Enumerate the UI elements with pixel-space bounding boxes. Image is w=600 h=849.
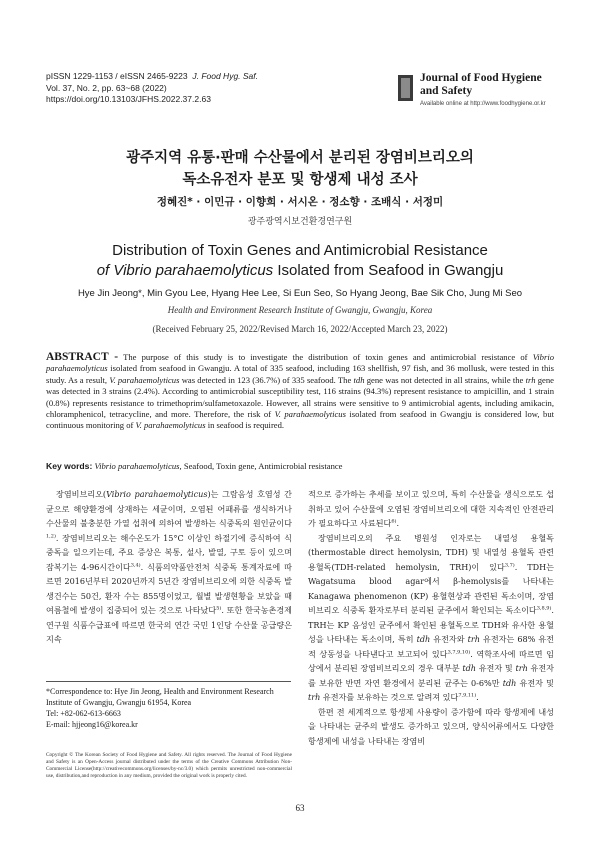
body-text: 유전자를 보유한 반면 자연 환경에서 분리된 균주는 0-6%만 bbox=[308, 663, 554, 688]
volume-info: Vol. 37, No. 2, pp. 63~68 (2022) bbox=[46, 82, 167, 93]
correspondence-email[interactable]: E-mail: hjjeong16@korea.kr bbox=[46, 720, 138, 729]
citation: 3,4) bbox=[130, 561, 141, 568]
abstract-heading: ABSTRACT - bbox=[46, 351, 119, 363]
abstract-italic: Vibrio parahaemolyticus bbox=[46, 352, 555, 374]
korean-title bbox=[0, 147, 600, 191]
body-text: 장염비브리오( bbox=[56, 489, 107, 499]
body-text: . bbox=[476, 692, 479, 702]
abstract-italic: V. parahaemolyticus bbox=[135, 420, 206, 431]
body-paragraph bbox=[308, 487, 554, 531]
body-paragraph bbox=[308, 531, 554, 705]
body-column-right bbox=[308, 487, 554, 748]
journal-emblem-icon bbox=[398, 75, 413, 101]
doi-link[interactable]: https://doi.org/10.13103/JFHS.2022.37.2.63 bbox=[46, 94, 211, 104]
abstract-text: gene was not detected in all strains, while the bbox=[364, 374, 526, 385]
abstract-italic: V. parahaemolyticus bbox=[274, 409, 346, 420]
abstract-text: gene was detected in 3 strains (2.4%). According to antimicrobial susceptibility test, 116 strains (94.3%) represent resistance to ampicillin, and 1 strain (0.8%) represents resistance to trimethoprim/sulfametoxazole. However, all strains were sensitive to 9 antimicrobial agents, including amikacin, chloramphenicol, tetracycline, and more. Therefore, the risk of bbox=[46, 374, 554, 420]
abstract-text: The purpose of this study is to investigate the distribution of toxin genes and antimicrobial resistance of bbox=[118, 352, 533, 362]
body-paragraph: 한편 전 세계적으로 항생제 사용량이 증가함에 따라 항생제에 내성을 나타내는 균주의 발생도 증가하고 있으며, 양식어류에서도 다양한 항생제에 내성을 나타내는 장염비 bbox=[308, 706, 554, 746]
gene-name: tdh bbox=[502, 677, 517, 688]
page-number: 63 bbox=[295, 803, 305, 813]
english-authors: Hye Jin Jeong*, Min Gyou Lee, Hyang Hee Lee, Si Eun Seo, So Hyang Jeong, Bae Sik Cho, Jung Mi Seo bbox=[77, 288, 523, 299]
keywords-label: Key words: bbox=[46, 461, 93, 471]
body-text: 유전자 및 bbox=[476, 663, 516, 673]
title-rest: Isolated from Seafood in Gwangju bbox=[273, 262, 504, 279]
keyword-italic: Vibrio parahaemolyticus bbox=[92, 461, 180, 471]
body-text: . 식품의약품안전처 식중독 통계자료에 따르면 2016년부터 2020년까지 5년간 장염비브리오에 의한 식중독 발생건수는 50건, 환자 수는 855명이었고, 월별 발생현황을 보았을 때 여름철에 발생이 집중되어 있는 것으로 나타났다 bbox=[46, 561, 293, 615]
citation: 1,2) bbox=[46, 532, 56, 539]
journal-abbreviation: J. Food Hyg. Saf. bbox=[192, 71, 259, 81]
gene-name: trh bbox=[515, 663, 528, 673]
gene-name: trh bbox=[467, 634, 480, 644]
body-column-left bbox=[46, 487, 292, 647]
korean-affiliation: 광주광역시보건환경연구원 bbox=[247, 217, 353, 227]
body-text: . TRH는 KP 음성인 균주에서 확인된 용혈독으로 TDH와 유사한 용혈성을 나타내는 독소이며, 특히 bbox=[308, 605, 554, 644]
abstract-text: isolated from seafood in Gwangju. A total of 335 seafood, including 163 shellfish, 97 fish, and 36 mollusk, were tested in this study. As a result, bbox=[46, 363, 554, 385]
copyright-notice: Copyright © The Korean Society of Food Hygiene and Safety. All rights reserved. The Journal of Food Hygiene and Safety is an Open-Access journal distributed under the terms of the Creative Commons Attribution Non-Commercial License(http://creativecommons.org/licenses/by-nc/3.0) which permits unrestricted non-commercial use, distribution,and reproduction in any medium, provided the original work is properly cited. bbox=[46, 752, 292, 779]
abstract-text: in seafood is required. bbox=[205, 420, 285, 431]
body-italic: Vibrio parahaemolyticus bbox=[106, 489, 208, 499]
logo-title-line1: Journal of Food Hygiene bbox=[420, 72, 542, 84]
abstract-text: isolated from seafood in Gwangju is considered low, but continuous monitoring of bbox=[46, 409, 555, 431]
korean-authors: 정혜진* · 이민규 · 이향희 · 서시온 · 정소향 · 조배식 · 서정미 bbox=[156, 196, 444, 208]
citation: 3,8,9) bbox=[536, 605, 552, 612]
body-text: . bbox=[396, 518, 400, 528]
citation: 7,9,11) bbox=[458, 692, 477, 699]
logo-title-line2: and Safety bbox=[420, 85, 473, 97]
issn: pISSN 1229-1153 / eISSN 2465-9223 bbox=[46, 71, 188, 81]
body-text: )는 그람음성 호염성 간균으로 해양환경에 상재하는 세균이며, 오염된 어패류를 생식하거나 수산물의 불충분한 가열 섭취에 의하여 발생하는 식중독의 원인균이다 bbox=[46, 489, 292, 528]
citation: 3,7) bbox=[504, 561, 515, 568]
journal-logo bbox=[398, 72, 558, 112]
body-text: 유전자 및 bbox=[516, 677, 554, 688]
keywords-list: , Seafood, Toxin gene, Antimicrobial resistance bbox=[179, 461, 343, 471]
logo-url[interactable]: Available online at http://www.foodhygiene.or.kr bbox=[420, 101, 546, 107]
body-paragraph bbox=[46, 487, 292, 647]
body-text: . 역학조사에 따르면 임상에서 분리된 장염비브리오의 경우 대부분 bbox=[308, 648, 554, 673]
body-text: . 또한 한국농촌경제연구원 식품수급표에 따르면 한국의 연간 국민 1인당 수산물 공급량은 지속 bbox=[46, 605, 292, 644]
abstract-italic: trh bbox=[525, 374, 536, 385]
footnote-divider bbox=[46, 681, 291, 682]
english-title-line1: Distribution of Toxin Genes and Antimicrobial Resistance bbox=[112, 242, 488, 259]
body-text: . TDH는 Wagatsuma blood agar에서 β-hemolysis를 나타내는 Kanagawa phenomenon (KP) 용혈현상과 관련된 독소이며, 장염비브리오 식중독 환자로부터 분리된 균주에서 확인되는 독소이다 bbox=[308, 561, 554, 615]
submission-dates: (Received February 25, 2022/Revised March 16, 2022/Accepted March 23, 2022) bbox=[152, 324, 448, 334]
english-title bbox=[0, 241, 600, 281]
citation: 3,7,9,10) bbox=[447, 648, 471, 655]
body-text: . 장염비브리오는 해수온도가 15°C 이상인 하절기에 증식하여 식중독을 일으키는데, 주요 증상은 복통, 설사, 발열, 구토 등이 있으며 잠복기는 4-96시간이다 bbox=[46, 532, 292, 572]
abstract bbox=[46, 352, 554, 432]
correspondence bbox=[46, 686, 292, 730]
korean-title-line1: 광주지역 유통·판매 수산물에서 분리된 장염비브리오의 bbox=[126, 150, 474, 166]
body-text: 장염비브리오의 주요 병원성 인자로는 내열성 용혈독(thermostable direct hemolysin, TDH) 및 내열성 용혈독 관련 용혈독(TDH-related hemolysin, TRH)이 있다 bbox=[308, 532, 554, 572]
gene-name: trh bbox=[308, 692, 321, 702]
korean-title-line2: 독소유전자 분포 및 항생제 내성 조사 bbox=[182, 172, 418, 188]
body-text: 적으로 증가하는 추세를 보이고 있으며, 특히 수산물을 생식으로도 섭취하고 있어 수산물에 오염된 장염비브리오에 대한 지속적인 안전관리가 필요하다고 사료된다 bbox=[308, 489, 554, 528]
gene-name: tdh bbox=[462, 663, 477, 673]
abstract-text: was detected in 123 (36.7%) of 335 seafood. The bbox=[179, 374, 354, 385]
abstract-italic: tdh bbox=[353, 374, 365, 385]
citation: 5) bbox=[216, 605, 222, 612]
body-text: 유전자와 bbox=[430, 634, 468, 644]
correspondence-tel: Tel: +82-062-613-6663 bbox=[46, 709, 121, 718]
keywords bbox=[46, 461, 554, 471]
body-text: 유전자를 보유하는 것으로 알려져 있다 bbox=[320, 692, 459, 702]
gene-name: tdh bbox=[416, 634, 431, 644]
body-text: 유전자는 68% 유전적 상동성을 나타낸다고 보고되어 있다 bbox=[308, 634, 554, 659]
journal-metadata bbox=[46, 71, 258, 106]
english-title-line2 bbox=[0, 261, 600, 281]
correspondence-address: *Correspondence to: Hye Jin Jeong, Health and Environment Research Institute of Gwangju, Gwangju 61954, Korea bbox=[46, 687, 274, 707]
citation: 6) bbox=[391, 518, 397, 525]
english-affiliation: Health and Environment Research Institute of Gwangju, Gwangju, Korea bbox=[167, 305, 433, 315]
abstract-italic: V. parahaemolyticus bbox=[109, 374, 180, 385]
species-name: of Vibrio parahaemolyticus bbox=[96, 262, 274, 279]
